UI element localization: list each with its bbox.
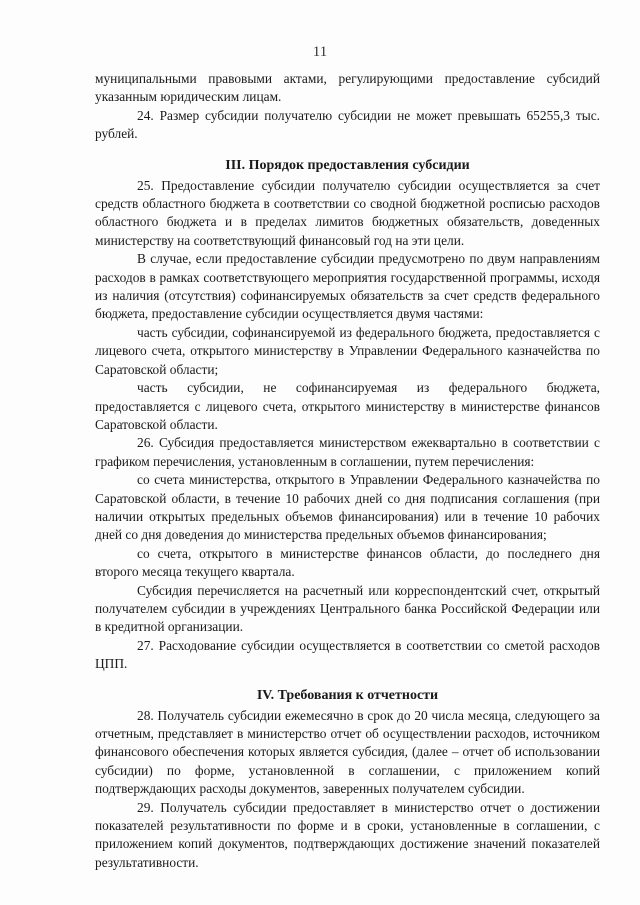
paragraph: 25. Предоставление субсидии получателю субсидии осуществляется за счет средств областного бюджета в соответствии со сводной бюджетной росписью расходов областного бюджета и в пределах лимитов бюджетных обязательств, доведенных министерству на соответствующий финансовый год на эти цели. [95,177,600,248]
document-body [95,70,600,872]
paragraph: В случае, если предоставление субсидии предусмотрено по двум направлениям расходов в рамках соответствующего мероприятия государственной программы, исходя из наличия (отсутствия) софинансируемых обязательств за счет средств федерального бюджета, предоставление субсидии осуществляется двумя частями: [95,251,600,322]
paragraph: 24. Размер субсидии получателю субсидии не может превышать 65255,3 тыс. рублей. [95,107,600,142]
paragraph: муниципальными правовыми актами, регулирующими предоставление субсидий указанным юридическим лицам. [95,71,600,105]
section-title: III. Порядок предоставления субсидии [225,157,470,173]
paragraph: часть субсидии, не софинансируемая из федерального бюджета, предоставляется с лицевого счета, открытого министерству в министерстве финансов Саратовской области. [95,380,600,432]
paragraph: 26. Субсидия предоставляется министерством ежеквартально в соответствии с графиком перечисления, установленным в соглашении, путем перечисления: [95,435,600,469]
paragraph: со счета министерства, открытого в Управлении Федерального казначейства по Саратовской области, в течение 10 рабочих дней со дня подписания соглашения (при наличии открытых предельных объемов финансирования) или в течение 10 рабочих дней со дня доведения до министерства предельных объемов финансирования; [95,472,600,543]
paragraph: 29. Получатель субсидии предоставляет в министерство отчет о достижении показателей результативности по форме и в сроки, установленные в соглашении, с приложением копий документов, подтверждающих достижение значений показателей результативности. [95,799,600,870]
paragraph: со счета, открытого в министерстве финансов области, до последнего дня второго месяца текущего квартала. [95,545,600,580]
paragraph: Субсидия перечисляется на расчетный или корреспондентский счет, открытый получателем субсидии в учреждениях Центрального банка Российской Федерации или в кредитной организации. [95,582,600,635]
paragraph: 28. Получатель субсидии ежемесячно в срок до 20 числа месяца, следующего за отчетным, представляет в министерство отчет об осуществлении расходов, источником финансового обеспечения которых является субсидия, (далее – отчет об использовании субсидии) по форме, установленной в соглашении, с приложением копий подтверждающих расходы документов, заверенных получателем субсидии. [95,707,600,797]
section-title: IV. Требования к отчетности [256,687,439,703]
paragraph: 27. Расходование субсидии осуществляется в соответствии со сметой расходов ЦПП. [95,637,600,672]
page-number: 11 [312,44,328,60]
paragraph: часть субсидии, софинансируемой из федерального бюджета, предоставляется с лицевого счета, открытого министерству в Управлении Федерального казначейства по Саратовской области; [95,324,600,377]
